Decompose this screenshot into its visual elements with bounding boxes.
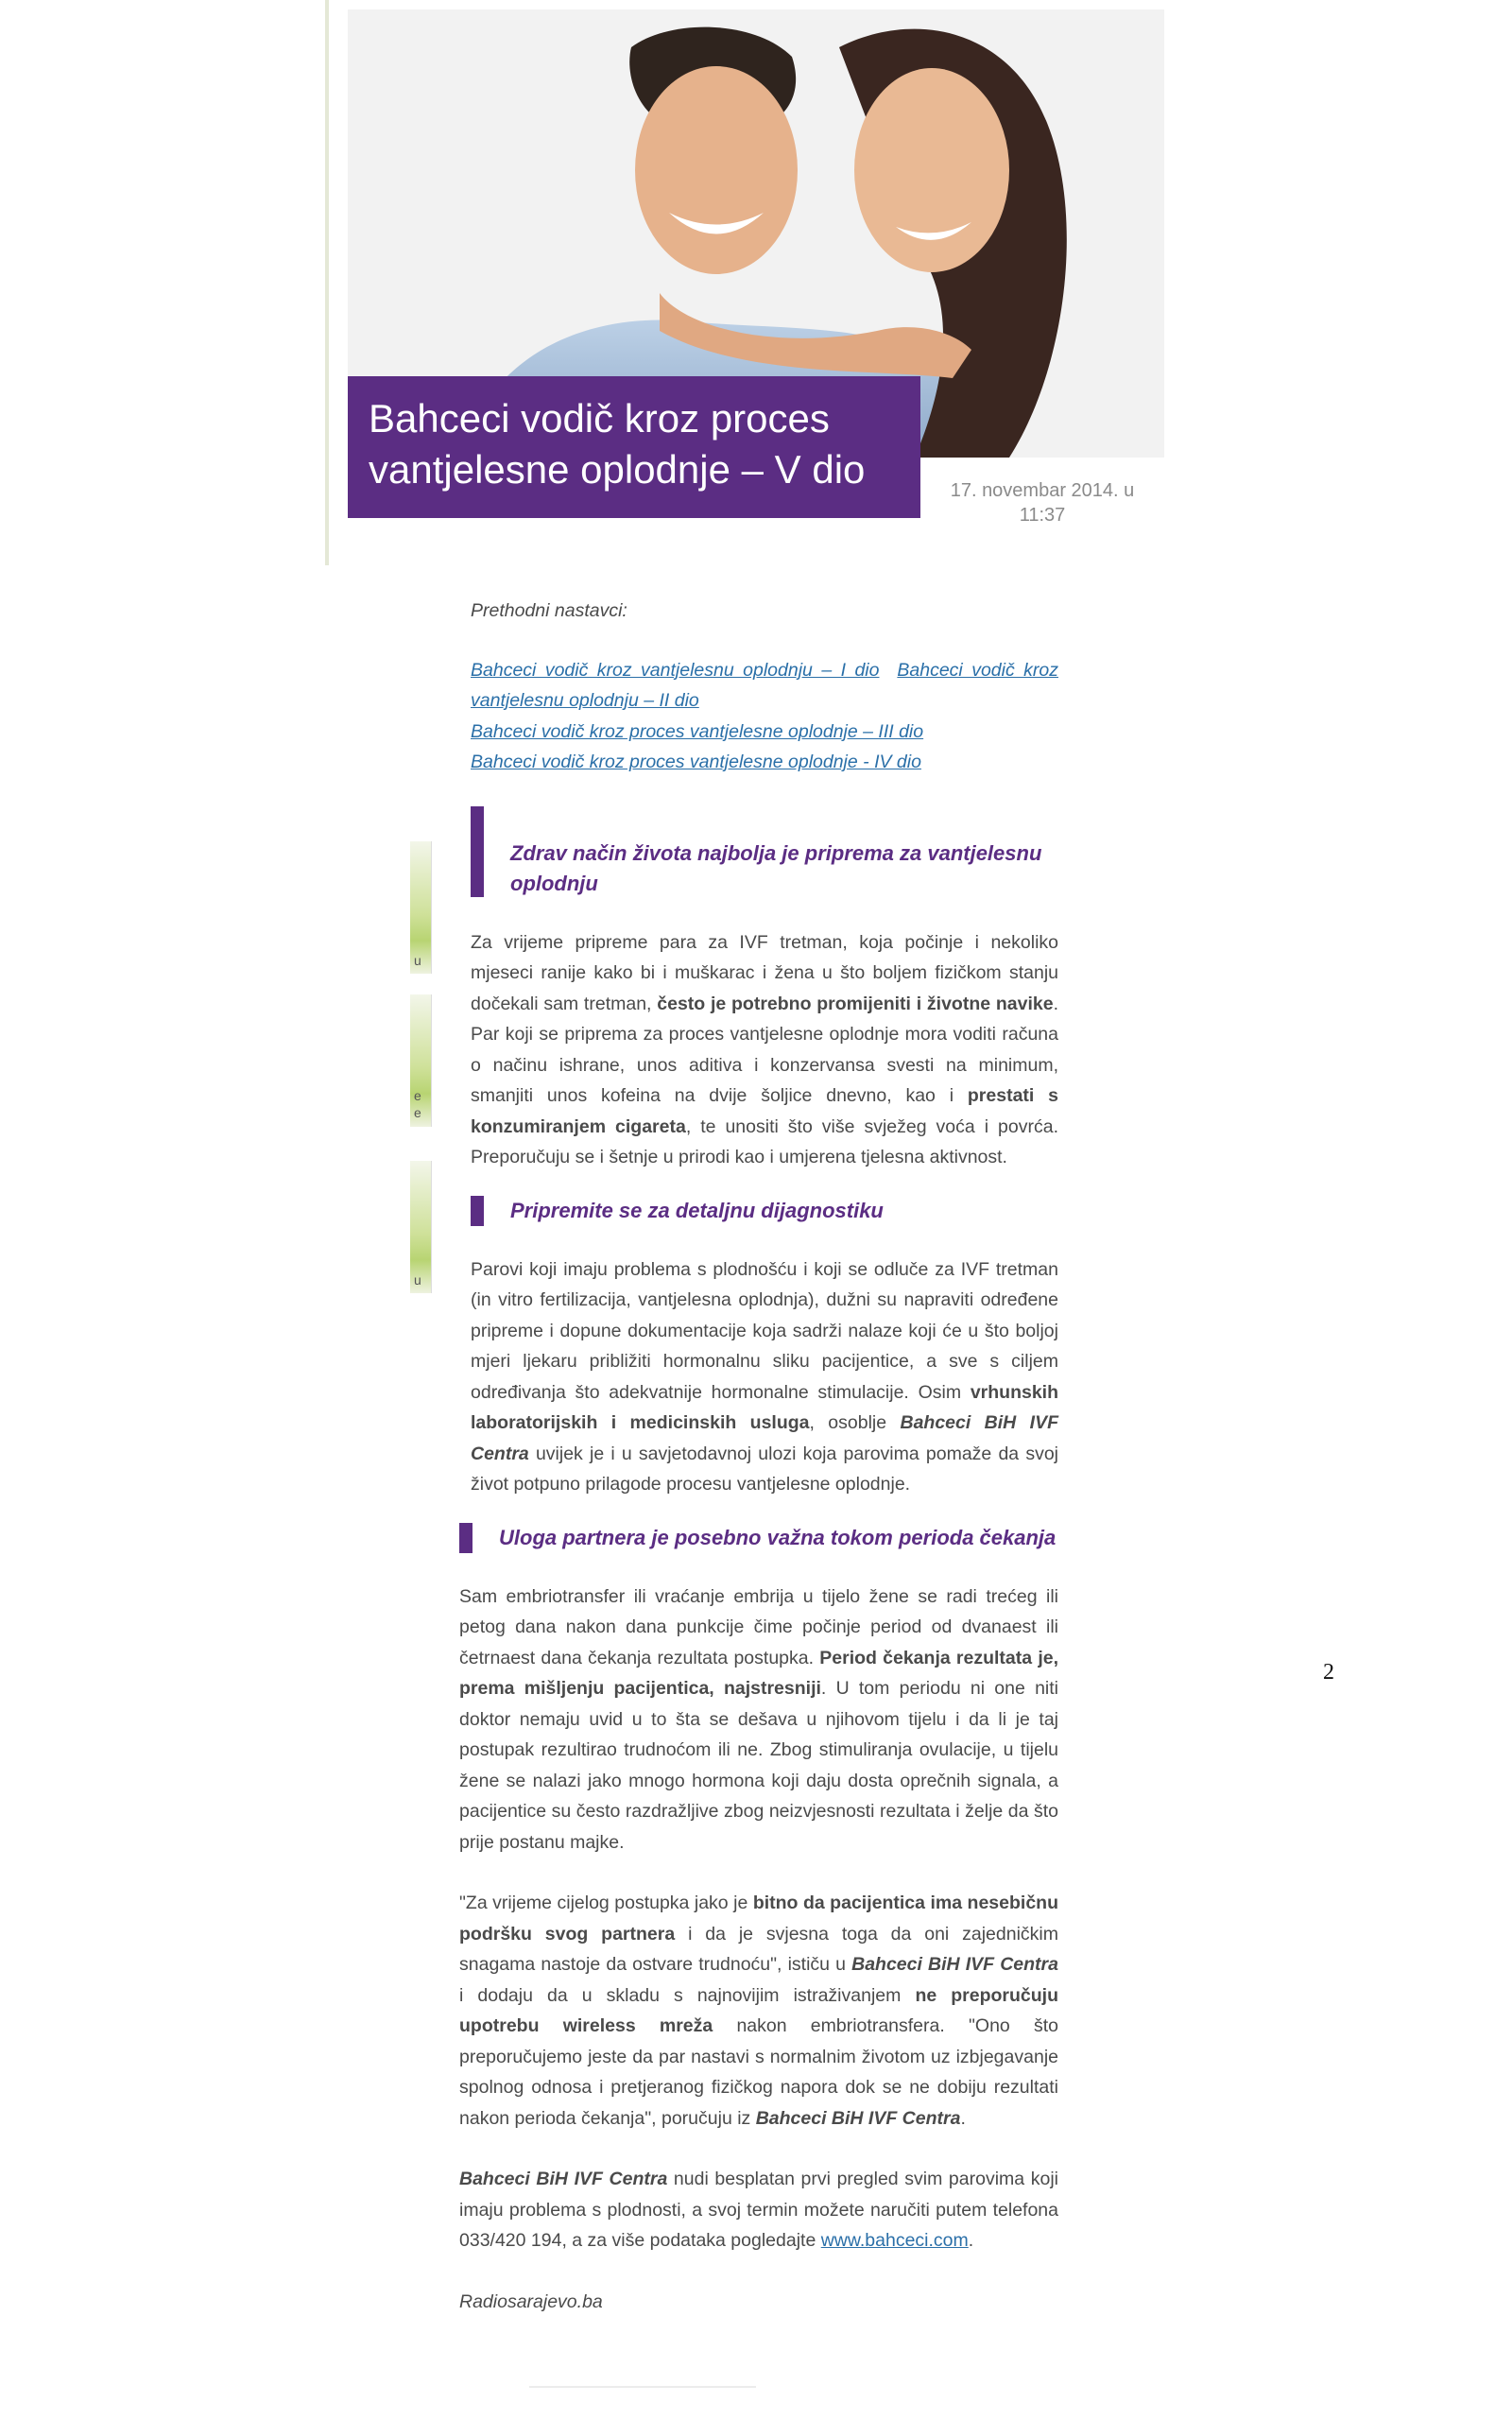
- previous-parts-label: Prethodni nastavci:: [471, 600, 627, 621]
- thumbnail-caption: u: [414, 1272, 421, 1288]
- heading-accent-bar: [471, 1196, 484, 1226]
- link-part-1[interactable]: Bahceci vodič kroz vantjelesnu oplodnju – I dio: [471, 659, 880, 681]
- thumbnail-image[interactable]: [410, 841, 432, 974]
- section-heading-text: Zdrav način života najbolja je priprema za vantjelesnu oplodnju: [510, 840, 1042, 895]
- section-heading: [471, 816, 1058, 899]
- previous-parts-links: [471, 655, 1058, 778]
- article-title: Bahceci vodič kroz proces vantjelesne oplodnje – V dio: [348, 376, 920, 518]
- link-part-3[interactable]: Bahceci vodič kroz proces vantjelesne oplodnje – III dio: [471, 720, 924, 742]
- page-number: 2: [1323, 1660, 1334, 1685]
- source-credit: Radiosarajevo.ba: [459, 2290, 603, 2312]
- sidebar-thumbnails: [410, 841, 433, 1318]
- heading-accent-bar: [459, 1523, 472, 1553]
- article-date: 17. novembar 2014. u 11:37: [950, 480, 1135, 526]
- article-body: [459, 596, 1059, 2317]
- footer-divider: [529, 2386, 756, 2388]
- paragraph: Parovi koji imaju problema s plodnošću i koji se odluče za IVF tretman (in vitro fertilizacija, vantjelesna oplodnja), dužni su napraviti određene pripreme i dopune dokumentacije koja sadrži nalaze koji će u što boljoj mjeri ljekaru približiti hormonalnu sliku pacijentice, a sve s ciljem određivanja što adekvatnije hormonalne stimulacije. Osim vrhunskih laboratorijskih i medicinskih usluga, osoblje Bahceci BiH IVF Centra uvijek je i u savjetodavnoj ulozi koja parovima pomaže da svoj život potpuno prilagode procesu vantjelesne oplodnje.: [471, 1258, 1058, 1495]
- paragraph: Bahceci BiH IVF Centra nudi besplatan prvi pregled svim parovima koji imaju problema s plodnosti, a svoj termin možete naručiti putem telefona 033/420 194, a za više podataka pogledajte www.bahceci.com.: [459, 2169, 1058, 2251]
- link-part-2[interactable]: Bahceci vodič kroz vantjelesnu oplodnju – II dio: [471, 659, 1058, 711]
- thumbnail-caption: u: [414, 953, 421, 968]
- section-heading: [471, 1196, 1058, 1226]
- paragraph: Za vrijeme pripreme para za IVF tretman, koja počinje i nekoliko mjeseci ranije kako bi i muškarac i žena u što boljem fizičkom stanju dočekali sam tretman, često je potrebno promijeniti i životne navike. Par koji se priprema za proces vantjelesne oplodnje mora voditi računa o načinu ishrane, unos aditiva i konzervansa svesti na minimum, smanjiti unos kofeina na dvije šoljice dnevno, kao i prestati s konzumiranjem cigareta, te unositi što više svježeg voća i povrća. Preporučuju se i šetnje u prirodi kao i umjerena tjelesna aktivnost.: [471, 931, 1059, 1167]
- thumbnail-caption: e e: [414, 1088, 421, 1120]
- section-heading-text: Uloga partnera je posebno važna tokom perioda čekanja: [499, 1525, 1057, 1549]
- heading-accent-bar: [471, 806, 484, 897]
- thumbnail-image[interactable]: [410, 994, 432, 1127]
- section-heading: [459, 1523, 1058, 1553]
- paragraph: "Za vrijeme cijelog postupka jako je bitno da pacijentica ima nesebičnu podršku svog partnera i da je svjesna toga da oni zajedničkim snagama nastoje da ostvare trudnoću", ističu u Bahceci BiH IVF Centra i dodaju da u skladu s najnovijim istraživanjem ne preporučuju upotrebu wireless mreža nakon embriotransfera. "Ono što preporučujemo jeste da par nastavi s normalnim životom uz izbjegavanje spolnog odnosa i pretjeranog fizičkog napora dok se ne dobiju rezultati nakon perioda čekanja", poručuju iz Bahceci BiH IVF Centra.: [459, 1893, 1058, 2129]
- left-divider: [325, 0, 329, 565]
- link-part-4[interactable]: Bahceci vodič kroz proces vantjelesne oplodnje - IV dio: [471, 752, 921, 772]
- section-heading-text: Pripremite se za detaljnu dijagnostiku: [510, 1198, 884, 1222]
- thumbnail-image[interactable]: [410, 1161, 432, 1293]
- paragraph: Sam embriotransfer ili vraćanje embrija u tijelo žene se radi trećeg ili petog dana nakon dana punkcije čime počinje period od dvanaest ili četrnaest dana čekanja rezultata postupka. Period čekanja rezultata je, prema mišljenju pacijentica, najstresniji. U tom periodu ni one niti doktor nemaju uvid u to šta se dešava u njihovom tijelu i da li je taj postupak rezultirao trudnoćom ili ne. Zbog stimuliranja ovulacije, u tijelu žene se nalazi jako mnogo hormona koji daju dosta oprečnih signala, a pacijentice su često razdražljive zbog neizvjesnosti rezultata i želje da što prije postanu majke.: [459, 1585, 1059, 1853]
- website-link[interactable]: www.bahceci.com: [820, 2230, 969, 2251]
